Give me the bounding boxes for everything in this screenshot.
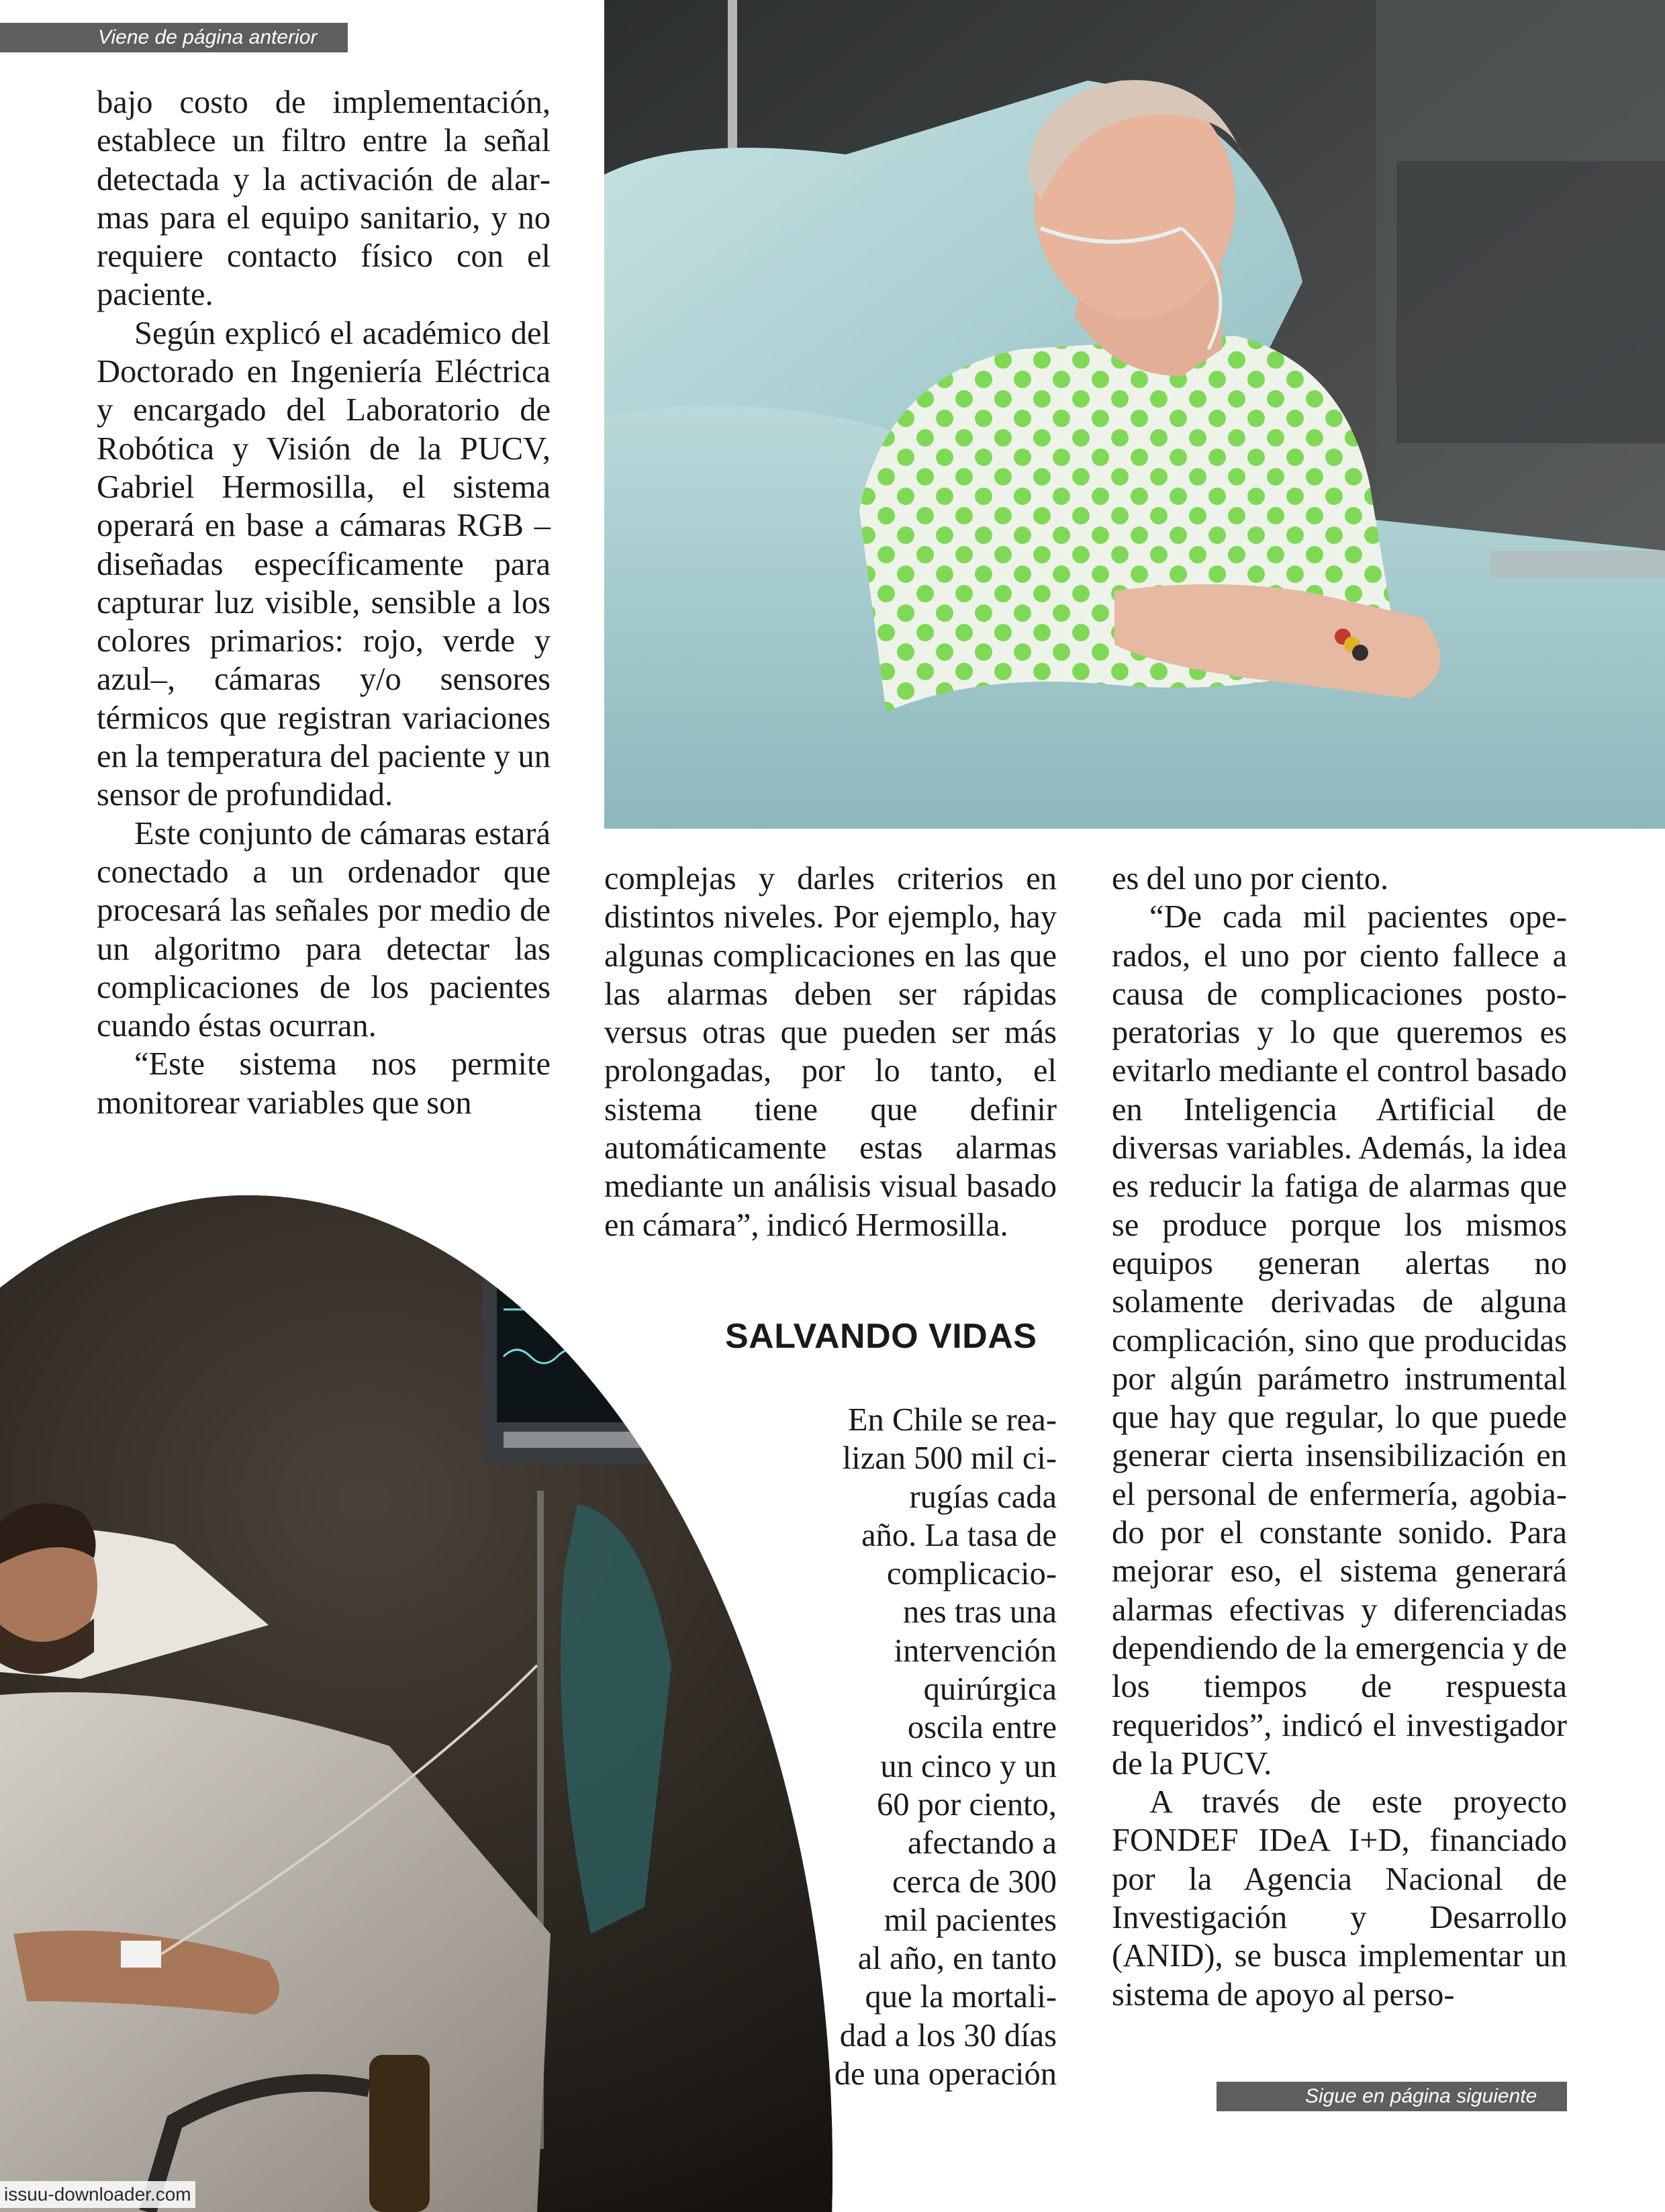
text-line: oscila entre [907, 1710, 1057, 1746]
text-line: complicacio- [886, 1556, 1057, 1592]
section-heading: SALVANDO VIDAS [725, 1317, 1037, 1356]
photo-patient-woman [604, 0, 1665, 829]
text-line: afectando a [907, 1825, 1057, 1861]
text-line: rugías cada [909, 1479, 1057, 1515]
continued-on-tag: Sigue en página siguiente [1217, 2082, 1567, 2111]
paragraph: A través de este proyecto FONDEF IDeA I+D, financiado por la Agencia Nacional de Investigación y Desarrollo (ANID), se busca implementar un sistema de apoyo al perso- [1112, 1784, 1567, 2013]
photo-patient-man [0, 1195, 832, 2212]
text-line: quirúrgica [923, 1671, 1057, 1708]
article-column-1 [97, 83, 551, 1122]
text-line: dad a los 30 días [839, 2017, 1057, 2054]
continued-from-tag: Viene de página anterior [0, 23, 348, 52]
paragraph: bajo costo de implementación, establece un filtro entre la señal detectada y la activación de alarmas para el equipo sanitario, y no requiere contacto físico con el paciente. [97, 85, 551, 313]
text-line: cerca de 300 [892, 1863, 1057, 1900]
paragraph: Según explicó el académico del Doctorado en Ingeniería Eléctrica y encargado del Laboratorio de Robótica y Visión de la PUCV, Gabriel Hermosilla, el sistema operará en base a cámaras RGB –diseñadas específicamente para capturar luz visible, sensible a los colores primarios: rojo, verde y azul–, cámaras y/o sensores térmicos que registran variaciones en la temperatura del paciente y un sensor de profundidad. [97, 315, 551, 813]
article-column-2 [604, 860, 1057, 1244]
paragraph: complejas y darles criterios en distintos niveles. Por ejemplo, hay algunas complicaciones en las que las alarmas deben ser rápidas versus otras que pueden ser más prolongadas, por lo tanto, el sistema tiene que definir automáticamente estas alarmas mediante un análisis visual basado en cámara”, indicó Hermosilla. [604, 861, 1057, 1243]
paragraph: es del uno por ciento. [1112, 861, 1389, 896]
watermark: issuu-downloader.com [0, 2181, 195, 2208]
text-line: En Chile se rea- [847, 1402, 1057, 1438]
text-line: 60 por ciento, [876, 1786, 1057, 1823]
paragraph: Este conjunto de cámaras estará conectado a un ordenador que procesará las señales por medio de un algoritmo para detectar las complicaciones de los pacientes cuando éstas ocurran. [97, 815, 551, 1044]
text-line: que la mortali- [865, 1979, 1057, 2015]
text-line: nes tras una [903, 1594, 1057, 1630]
text-line: lizan 500 mil ci- [842, 1440, 1057, 1477]
text-line: mil pacientes [884, 1902, 1057, 1938]
text-line: de una operación [834, 2056, 1057, 2092]
text-line: año. La tasa de [861, 1517, 1057, 1553]
paragraph: “De cada mil pacientes operados, el uno por ciento fallece a causa de complicaciones postoperatorias y lo que queremos es evitarlo mediante el control basado en Inteligencia Artificial de diversas variables. Además, la idea es reducir la fatiga de alarmas que se produce porque los mismos equipos generan alertas no solamente derivadas de alguna complicación, sino que producidas por algún parámetro instrumental que hay que regular, lo que puede generar cierta insensibilización en el personal de enfermería, agobiado por el constante sonido. Para mejorar eso, el sistema generará alarmas efectivas y diferenciadas dependiendo de la emergencia y de los tiempos de respuesta requeridos”, indicó el investigador de la PUCV. [1112, 899, 1567, 1782]
text-line: intervención [894, 1632, 1057, 1669]
text-line: al año, en tanto [857, 1941, 1057, 1977]
paragraph: “Este sistema nos permite monitorear variables que son [97, 1046, 551, 1121]
article-column-3 [1112, 860, 1567, 2014]
text-line: un cinco y un [880, 1748, 1057, 1784]
